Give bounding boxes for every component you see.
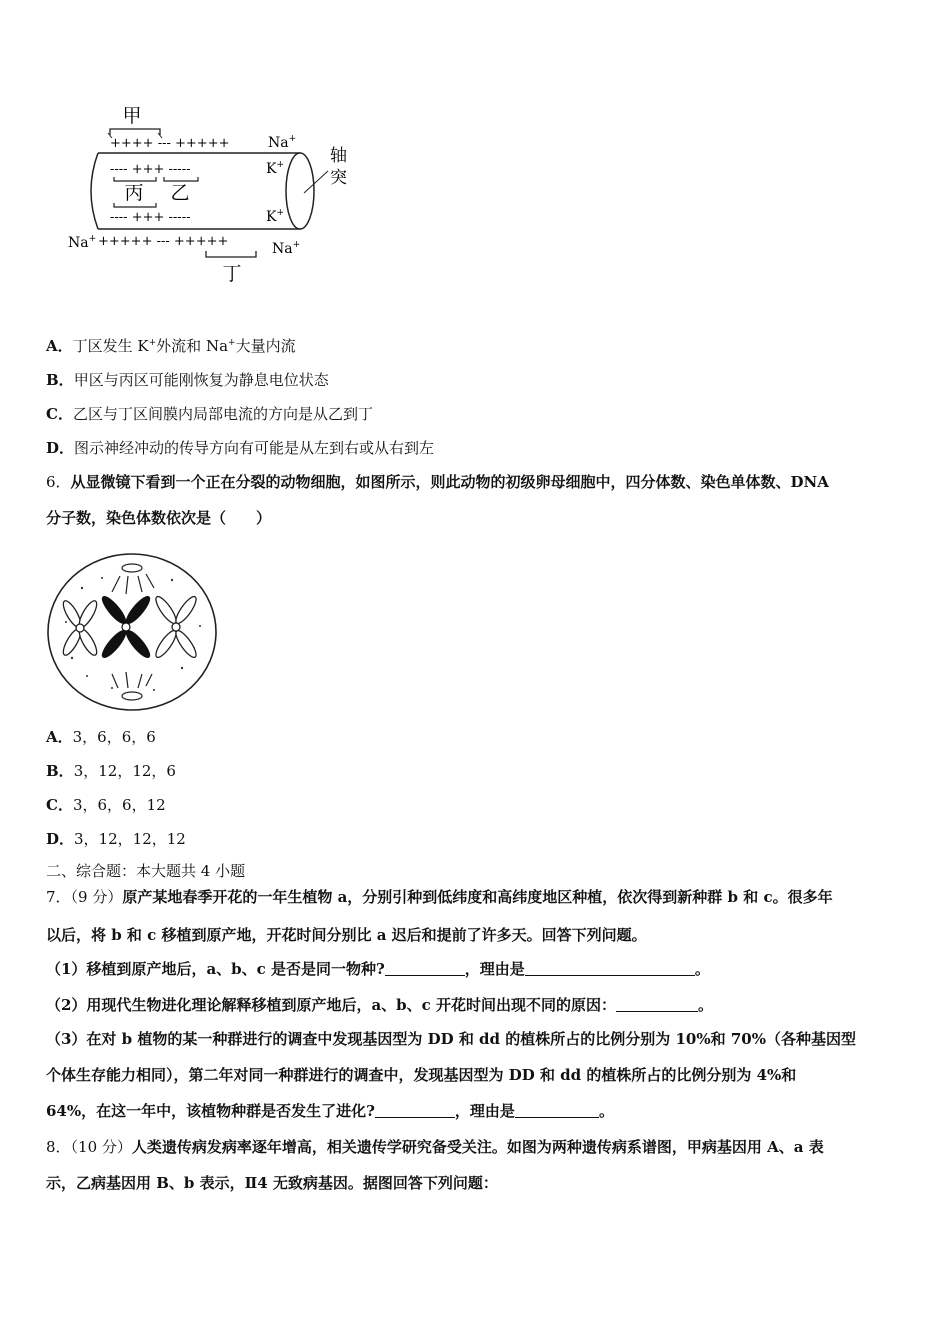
bracket-bing-top <box>114 177 156 181</box>
bracket-yi-top <box>164 177 198 181</box>
axon-diagram-svg <box>60 95 370 295</box>
axon-label-bottom: 突 <box>330 168 347 188</box>
q7-part3-line2: 个体生存能力相同），第二年对同一种群进行的调查中，发现基因型为 DD 和 dd 的植株所占的比例分别为 4%和 <box>46 1066 797 1084</box>
row1-charges: ++++ --- +++++ <box>110 136 230 151</box>
q7-stem-line1: 7．（9 分）原产某地春季开花的一年生植物 a，分别引种到低纬度和高纬度地区种植，依次得到新种群 b 和 c。很多年 <box>46 888 833 906</box>
q8-stem-line2: 示，乙病基因用 B、b 表示，Ⅱ4 无致病基因。据图回答下列问题： <box>46 1174 498 1192</box>
label-bing: 丙 <box>124 182 144 204</box>
q8-stem-line1: 8．（10 分）人类遗传病发病率逐年增高，相关遗传学研究备受关注。如图为两种遗传病系谱图，甲病基因用 A、a 表 <box>46 1138 824 1156</box>
q7-part3-line3: 64%，在这一年中，该植物种群是否发生了进化? ，理由是 。 <box>46 1102 614 1120</box>
dividing-cell-diagram <box>42 548 222 718</box>
q6-option-b: B．3，12，12，6 <box>46 762 176 780</box>
q5-option-b: B．甲区与丙区可能刚恢复为静息电位状态 <box>46 371 329 389</box>
row4-left-ion: Na+ <box>68 234 97 251</box>
q7-answer-blank-4[interactable] <box>375 1103 455 1118</box>
q5-option-a: A．丁区发生 K+外流和 Na+大量内流 <box>46 337 296 355</box>
q6-option-a: A．3，6，6，6 <box>46 728 156 746</box>
q7-part1: （1）移植到原产地后，a、b、c 是否是同一物种? ，理由是 。 <box>46 960 710 978</box>
row3-charges: ---- +++ ----- <box>110 210 191 225</box>
row3-ion: K+ <box>266 208 285 225</box>
q5-option-c: C．乙区与丁区间膜内局部电流的方向是从乙到丁 <box>46 405 373 423</box>
row4-ion: Na+ <box>272 240 301 257</box>
axon-left-end <box>91 153 98 229</box>
row1-ion: Na+ <box>268 134 297 151</box>
row2-charges: ---- +++ ----- <box>110 162 191 177</box>
q7-answer-blank-1[interactable] <box>385 961 465 976</box>
row2-ion: K+ <box>266 160 285 177</box>
q6-option-d: D．3，12，12，12 <box>46 830 186 848</box>
label-yi: 乙 <box>170 182 190 204</box>
axon-right-end <box>286 153 314 229</box>
bracket-jia <box>110 129 160 135</box>
chromosome-left <box>60 599 100 658</box>
q7-answer-blank-3[interactable] <box>616 997 698 1012</box>
label-ding: 丁 <box>222 263 242 285</box>
chromosome-right <box>153 594 200 660</box>
q6-stem-line1: 6．从显微镜下看到一个正在分裂的动物细胞，如图所示，则此动物的初级卵母细胞中，四分体数、染色单体数、DNA <box>46 473 829 491</box>
q7-answer-blank-2[interactable] <box>525 961 695 976</box>
bracket-ding <box>206 251 256 257</box>
axon-label-top: 轴 <box>330 146 347 166</box>
q7-part3-line1: （3）在对 b 植物的某一种群进行的调查中发现基因型为 DD 和 dd 的植株所占的比例分别为 10%和 70%（各种基因型 <box>46 1030 856 1048</box>
q7-answer-blank-5[interactable] <box>515 1103 599 1118</box>
q6-stem-line2: 分子数，染色体数依次是（ ） <box>46 509 272 527</box>
row4-charges: +++++ --- +++++ <box>98 234 229 249</box>
label-jia: 甲 <box>122 105 142 127</box>
dividing-cell-svg <box>42 548 222 718</box>
q6-option-c: C．3，6，6，12 <box>46 796 166 814</box>
q5-option-d: D．图示神经冲动的传导方向有可能是从左到右或从右到左 <box>46 439 435 457</box>
chromosome-middle <box>99 594 153 660</box>
q7-part2: （2）用现代生物进化理论解释移植到原产地后，a、b、c 开花时间出现不同的原因： 。 <box>46 996 714 1014</box>
axon-diagram <box>60 95 370 295</box>
q7-stem-line2: 以后，将 b 和 c 移植到原产地，开花时间分别比 a 迟后和提前了许多天。回答下列问题。 <box>46 926 647 944</box>
top-spindle-pole <box>112 564 154 594</box>
section-2-title: 二、综合题：本大题共 4 小题 <box>46 862 246 880</box>
bottom-spindle-pole <box>112 672 152 700</box>
axon-pointer <box>304 171 328 193</box>
